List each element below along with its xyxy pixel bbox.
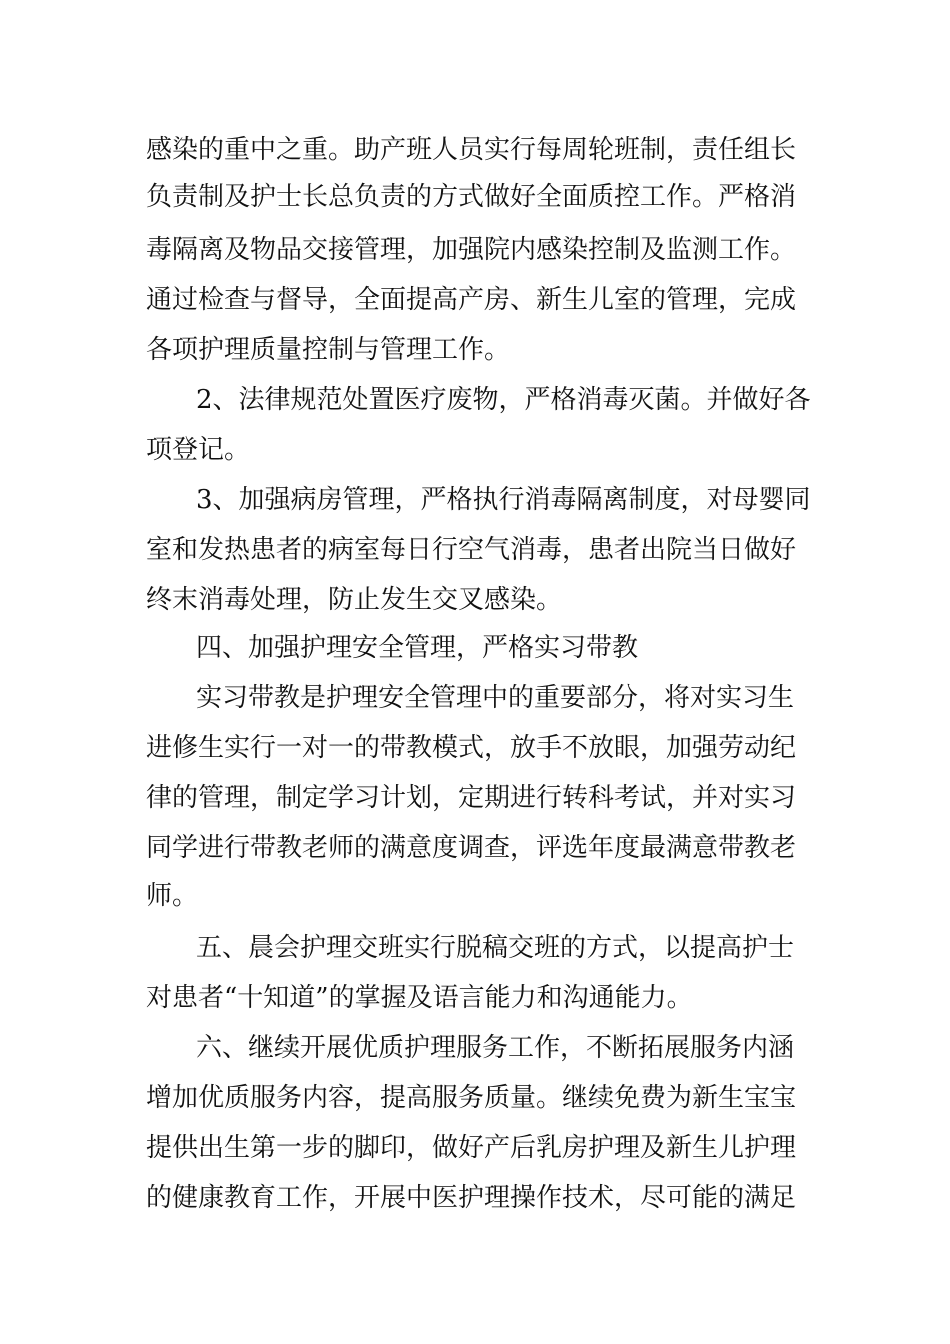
section-6-line-4: 的健康教育工作，开展中医护理操作技术，尽可能的满足 [146,1183,797,1213]
item-3-line-2: 室和发热患者的病室每日行空气消毒，患者出院当日做好 [146,535,797,565]
section-6-line-2: 增加优质服务内容，提高服务质量。继续免费为新生宝宝 [146,1083,797,1113]
item-3-line-1: 3、加强病房管理，严格执行消毒隔离制度，对母婴同 [196,485,811,515]
section-4-line-4: 同学进行带教老师的满意度调查，评选年度最满意带教老 [146,833,797,863]
section-6-line-3: 提供出生第一步的脚印，做好产后乳房护理及新生儿护理 [146,1133,797,1163]
section-4-heading: 四、加强护理安全管理，严格实习带教 [196,633,639,663]
text-line-1: 感染的重中之重。助产班人员实行每周轮班制，责任组长 [146,135,797,165]
section-4-line-5: 师。 [146,881,199,911]
section-6-line-1: 六、继续开展优质护理服务工作，不断拓展服务内涵 [196,1033,795,1063]
item-2-line-2: 项登记。 [146,435,251,465]
section-5-line-1: 五、晨会护理交班实行脱稿交班的方式，以提高护士 [196,933,795,963]
text-line-2: 负责制及护士长总负责的方式做好全面质控工作。严格消 [146,182,797,212]
text-line-4: 通过检查与督导，全面提高产房、新生儿室的管理，完成 [146,285,797,315]
section-5-line-2: 对患者“十知道”的掌握及语言能力和沟通能力。 [146,983,693,1013]
section-4-line-2: 进修生实行一对一的带教模式，放手不放眼，加强劳动纪 [146,733,797,763]
section-4-line-1: 实习带教是护理安全管理中的重要部分，将对实习生 [196,683,795,713]
text-line-3: 毒隔离及物品交接管理，加强院内感染控制及监测工作。 [146,235,797,265]
item-3-line-3: 终末消毒处理，防止发生交叉感染。 [146,585,563,615]
text-line-5: 各项护理质量控制与管理工作。 [146,335,511,365]
section-4-line-3: 律的管理，制定学习计划，定期进行转科考试，并对实习 [146,783,797,813]
item-2-line-1: 2、法律规范处置医疗废物，严格消毒灭菌。并做好各 [196,385,811,415]
